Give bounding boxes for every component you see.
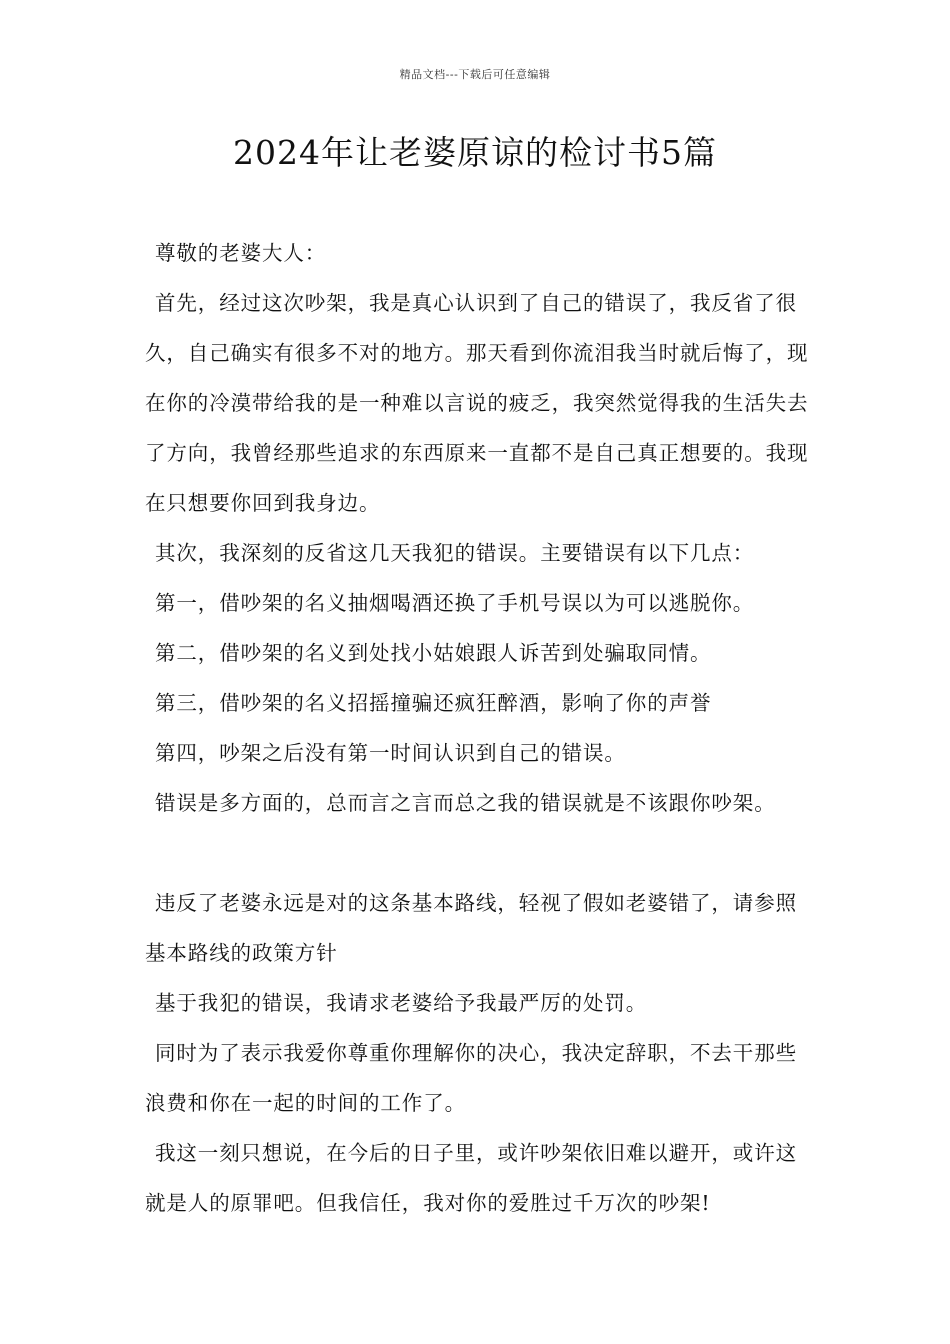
document-title: 2024年让老婆原谅的检讨书5篇 — [233, 133, 717, 172]
header-note: 精品文档---下载后可任意编辑 — [399, 68, 551, 81]
paragraph: 其次，我深刻的反省这几天我犯的错误。主要错误有以下几点： — [155, 541, 755, 565]
paragraph-gap — [145, 828, 809, 878]
paragraph: 基于我犯的错误，我请求老婆给予我最严厉的处罚。 — [155, 991, 648, 1015]
paragraph: 首先，经过这次吵架，我是真心认识到了自己的错误了，我反省了很久，自己确实有很多不对的地方。那天看到你流泪我当时就后悔了，现在你的冷漠带给我的是一种难以言说的疲乏，我突然觉得我的生活失去了方向，我曾经那些追求的东西原来一直都不是自己真正想要的。我现在只想要你回到我身边。 — [145, 291, 809, 515]
list-item: 第一，借吵架的名义抽烟喝酒还换了手机号误以为可以逃脱你。 — [155, 591, 755, 615]
list-item: 第三，借吵架的名义招摇撞骗还疯狂醉酒，影响了你的声誉 — [155, 691, 712, 715]
paragraph: 我这一刻只想说，在今后的日子里，或许吵架依旧难以避开，或许这就是人的原罪吧。但我信任，我对你的爱胜过千万次的吵架! — [145, 1141, 797, 1215]
paragraph: 同时为了表示我爱你尊重你理解你的决心，我决定辞职，不去干那些浪费和你在一起的时间的工作了。 — [145, 1041, 797, 1115]
list-item: 第四，吵架之后没有第一时间认识到自己的错误。 — [155, 741, 626, 765]
document-body — [145, 228, 809, 1228]
salutation: 尊敬的老婆大人： — [155, 241, 327, 265]
paragraph: 错误是多方面的，总而言之言而总之我的错误就是不该跟你吵架。 — [155, 791, 776, 815]
paragraph: 违反了老婆永远是对的这条基本路线，轻视了假如老婆错了，请参照基本路线的政策方针 — [145, 891, 797, 965]
list-item: 第二，借吵架的名义到处找小姑娘跟人诉苦到处骗取同情。 — [155, 641, 712, 665]
